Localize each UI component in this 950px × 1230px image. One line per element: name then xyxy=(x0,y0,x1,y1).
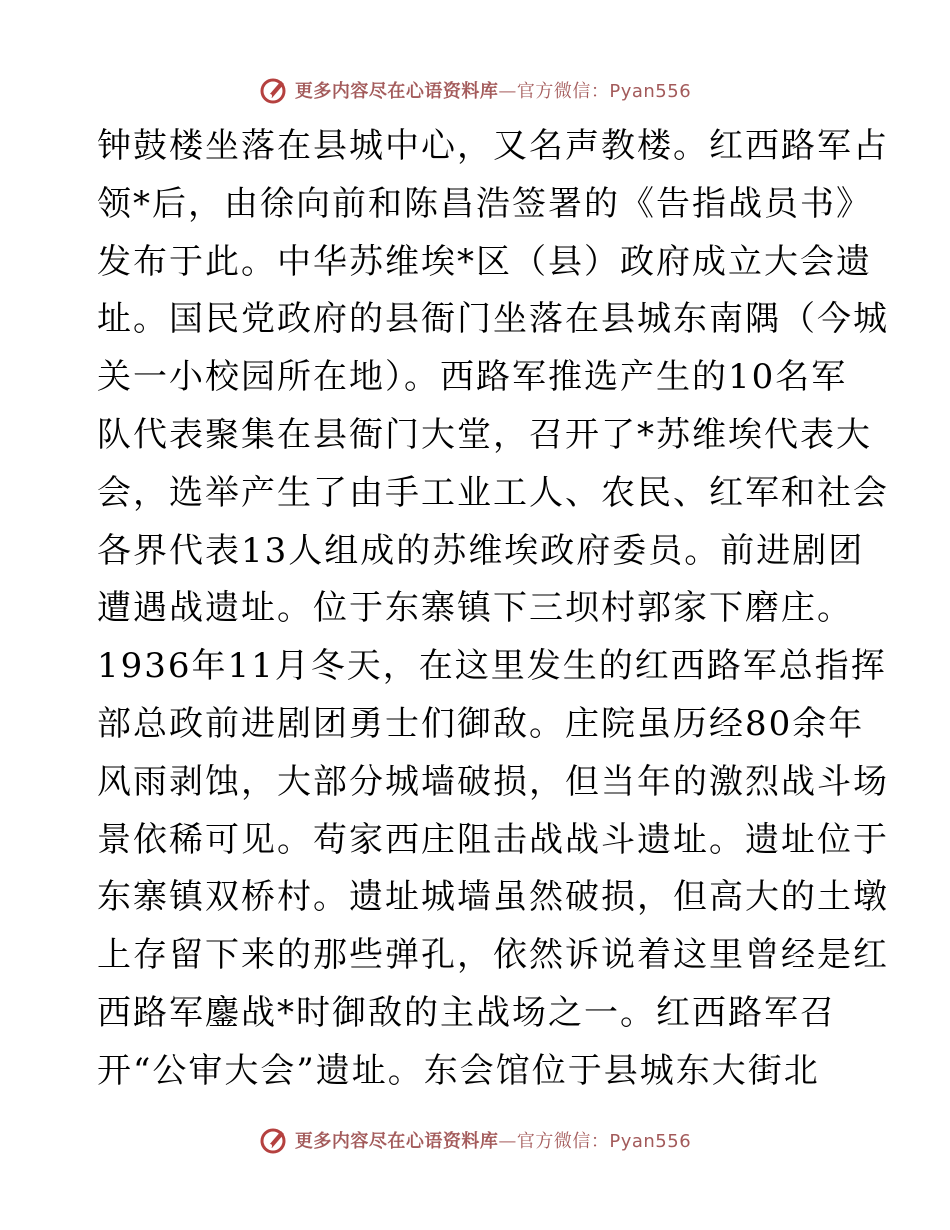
watermark-separator: — xyxy=(498,81,517,102)
pen-nib-circle-icon xyxy=(259,1125,289,1155)
body-line: 开“公审大会”遗址。东会馆位于县城东大街北 xyxy=(97,1050,820,1091)
body-line: 钟鼓楼坐落在县城中心，又名声教楼。红西路军占 xyxy=(97,126,889,166)
body-line: 遭遇战遗址。位于东寨镇下三坝村郭家下磨庄。 xyxy=(97,588,853,629)
footer-watermark xyxy=(0,1122,950,1158)
body-line: 发布于此。中华苏维埃*区（县）政府成立大会遗 xyxy=(97,241,872,282)
body-line: 部总政前进剧团勇士们御敌。庄院虽历经80余年 xyxy=(97,703,865,744)
watermark-text xyxy=(295,77,691,103)
watermark-official-label: 官方微信： xyxy=(516,1131,610,1152)
body-line: 领*后，由徐向前和陈昌浩签署的《告指战员书》 xyxy=(97,183,872,224)
body-line: 上存留下来的那些弹孔，依然诉说着这里曾经是红 xyxy=(97,935,889,976)
body-line: 队代表聚集在县衙门大堂，召开了*苏维埃代表大 xyxy=(97,414,872,455)
document-body xyxy=(97,118,889,1101)
body-line: 西路军鏖战*时御敌的主战场之一。红西路军召 xyxy=(97,992,836,1033)
watermark-official-label: 官方微信： xyxy=(516,81,610,102)
body-line: 东寨镇双桥村。遗址城墙虽然破损，但高大的土墩 xyxy=(97,877,889,918)
watermark-main: 更多内容尽在心语资料库 xyxy=(294,1131,499,1152)
body-line: 风雨剥蚀，大部分城墙破损，但当年的激烈战斗场 xyxy=(97,761,889,802)
watermark-separator: — xyxy=(498,1131,517,1152)
header-watermark xyxy=(0,72,950,108)
watermark-wechat-id: Pyan556 xyxy=(609,1131,692,1152)
body-line: 址。国民党政府的县衙门坐落在县城东南隅（今城 xyxy=(97,299,889,340)
body-line: 会，选举产生了由手工业工人、农民、红军和社会 xyxy=(97,472,889,513)
body-line: 关一小校园所在地）。西路军推选产生的10名军 xyxy=(97,357,848,398)
body-line: 1936年11月冬天，在这里发生的红西路军总指挥 xyxy=(97,646,887,687)
pen-nib-circle-icon xyxy=(259,75,289,105)
watermark-wechat-id: Pyan556 xyxy=(609,81,692,102)
watermark-main: 更多内容尽在心语资料库 xyxy=(294,81,499,102)
body-line: 景依稀可见。苟家西庄阻击战战斗遗址。遗址位于 xyxy=(97,819,889,860)
body-line: 各界代表13人组成的苏维埃政府委员。前进剧团 xyxy=(97,530,865,571)
watermark-text xyxy=(295,1127,691,1153)
